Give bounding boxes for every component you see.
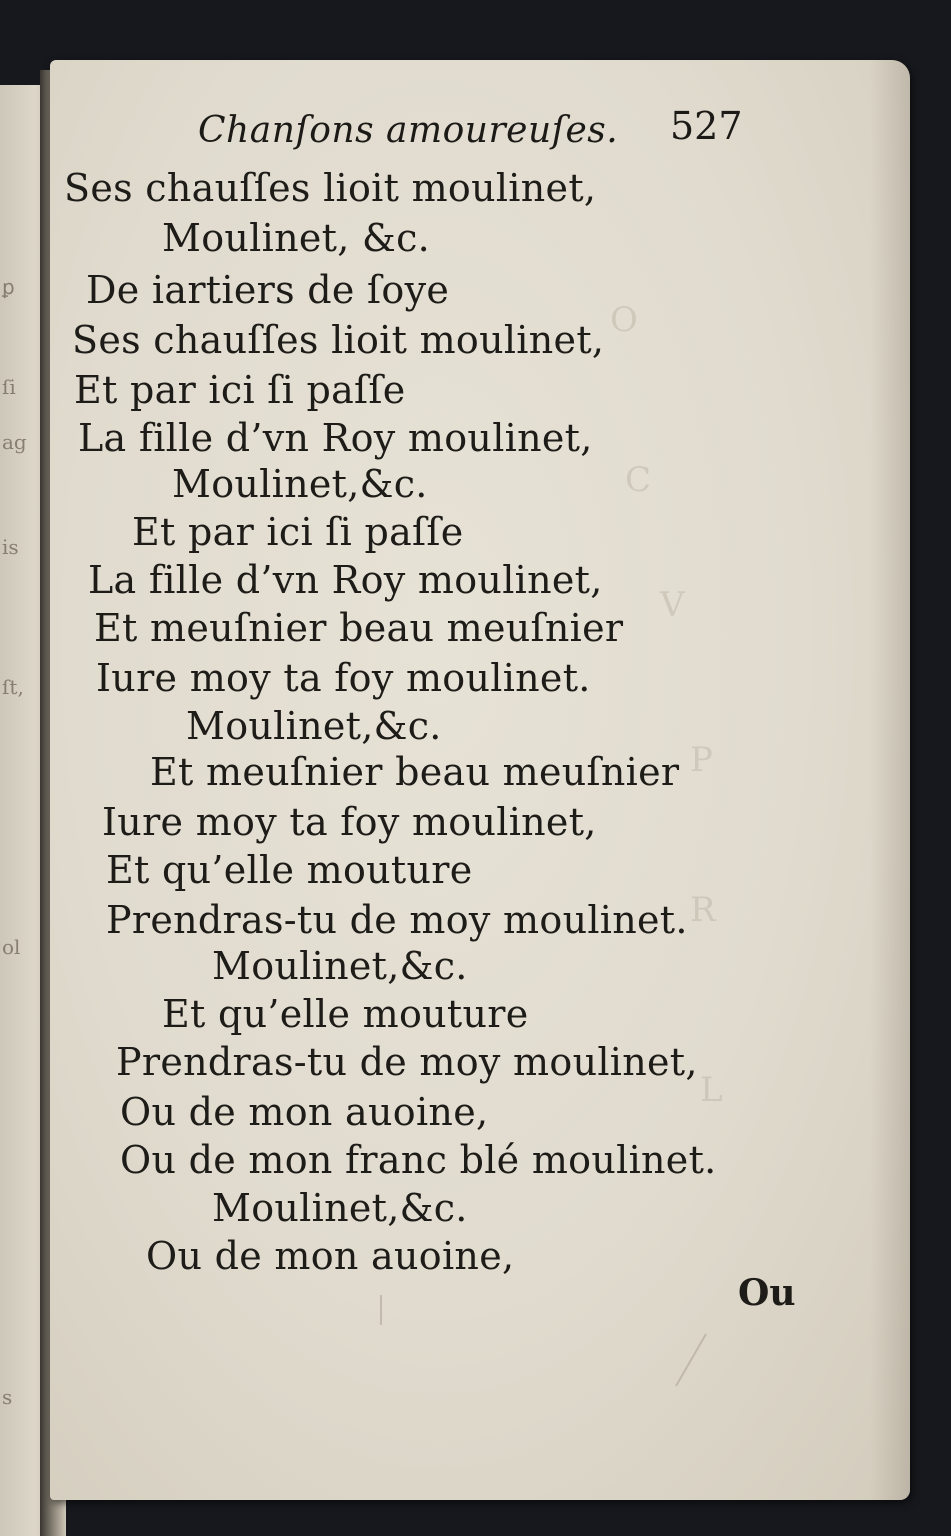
left-page-fragment: is <box>2 535 19 559</box>
left-page-fragment: ol <box>2 935 21 959</box>
verse-line: Et qu’elle mouture <box>162 992 529 1036</box>
verse-line: Ses chauſſes lioit moulinet, <box>72 318 605 362</box>
left-page-fragment: ſi <box>2 375 16 399</box>
verse-line: La fille d’vn Roy moulinet, <box>78 416 593 460</box>
verse-line: Et meuſnier beau meuſnier <box>94 606 624 650</box>
verse-line: Et meuſnier beau meuſnier <box>150 750 680 794</box>
verse-line: Iure moy ta foy moulinet. <box>96 656 591 700</box>
show-through-text: V <box>660 585 685 625</box>
left-page-fragment: ꝑ <box>2 275 15 299</box>
show-through-text: L <box>700 1070 723 1110</box>
verse-line: Moulinet,&c. <box>212 1186 468 1230</box>
verse-line: Prendras-tu de moy moulinet, <box>116 1040 698 1084</box>
catchword: Ou <box>738 1272 796 1314</box>
show-through-text: R <box>690 890 716 930</box>
verse-line: De iartiers de ſoye <box>86 268 450 312</box>
paper-crease <box>675 1334 707 1387</box>
show-through-text: O <box>610 300 638 340</box>
verse-line: Moulinet,&c. <box>172 462 428 506</box>
verse-line: La fille d’vn Roy moulinet, <box>88 558 603 602</box>
verse-line: Ou de mon franc blé moulinet. <box>120 1138 717 1182</box>
paper-crease <box>380 1295 382 1325</box>
verse-line: Ou de mon auoine, <box>146 1234 515 1278</box>
left-page-fragment: s <box>2 1385 13 1409</box>
verse-line: Moulinet,&c. <box>212 944 468 988</box>
show-through-text: C <box>625 460 652 500</box>
verse-line: Et qu’elle mouture <box>106 848 473 892</box>
book-page <box>50 60 910 1500</box>
verse-line: Iure moy ta foy moulinet, <box>102 800 597 844</box>
verse-line: Ses chauſſes lioit moulinet, <box>64 166 597 210</box>
verse-line: Moulinet, &c. <box>162 216 431 260</box>
left-page-fragment: ſt, <box>2 675 24 699</box>
show-through-text: P <box>690 740 713 780</box>
verse-line: Moulinet,&c. <box>186 704 442 748</box>
page-edge-shadow <box>870 60 910 1500</box>
page-number: 527 <box>670 104 743 148</box>
verse-line: Prendras-tu de moy moulinet. <box>106 898 688 942</box>
left-page-fragment: ag <box>2 430 27 454</box>
verse-line: Et par ici ſi paſſe <box>74 368 406 412</box>
running-head: Chanſons amoureuſes. <box>198 110 619 151</box>
verse-line: Et par ici ſi paſſe <box>132 510 464 554</box>
verse-line: Ou de mon auoine, <box>120 1090 489 1134</box>
